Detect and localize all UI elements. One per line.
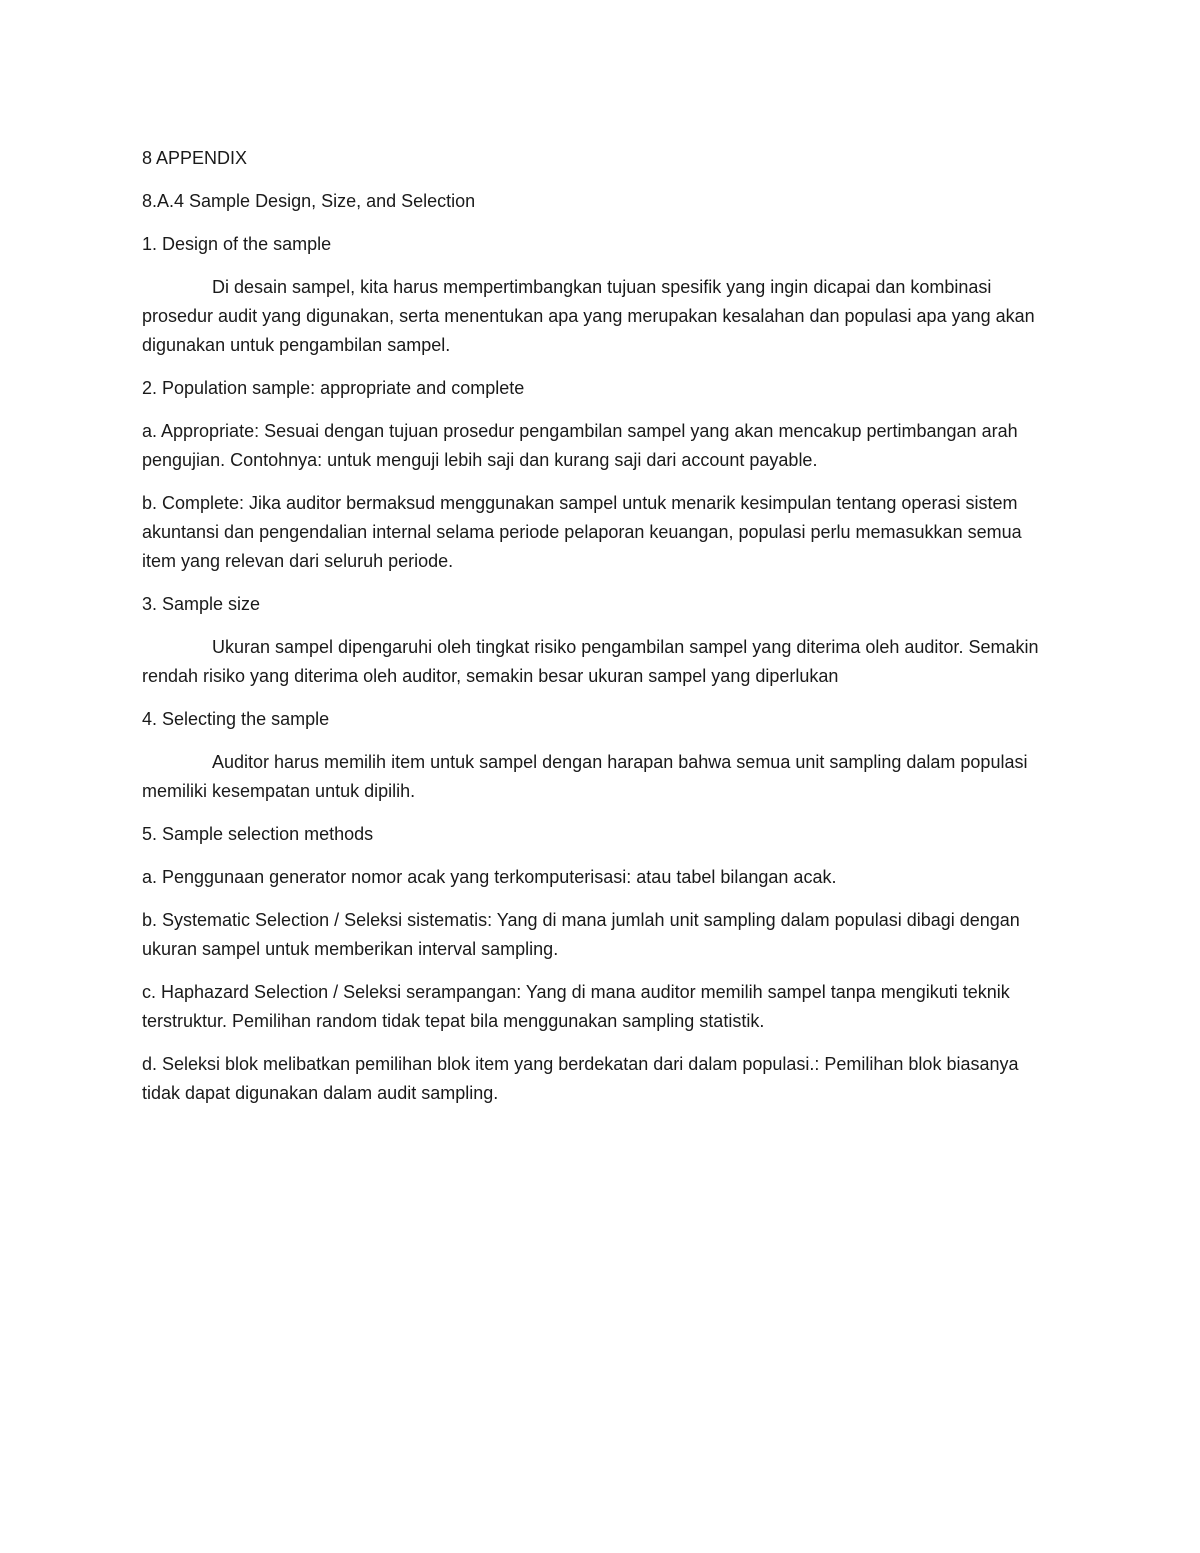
paragraph-method-c: c. Haphazard Selection / Seleksi serampangan: Yang di mana auditor memilih sampel tanpa mengikuti teknik terstruktur. Pemilihan random tidak tepat bila menggunakan sampling statistik. — [142, 982, 1010, 1031]
subheading-selecting: 4. Selecting the sample — [142, 709, 330, 729]
subheading-population: 2. Population sample: appropriate and complete — [142, 378, 525, 398]
paragraph-method-b: b. Systematic Selection / Seleksi sistematis: Yang di mana jumlah unit sampling dalam populasi dibagi dengan ukuran sampel untuk memberikan interval sampling. — [142, 910, 1020, 959]
appendix-heading: 8 APPENDIX — [142, 148, 248, 168]
paragraph-method-d: d. Seleksi blok melibatkan pemilihan blok item yang berdekatan dari dalam populasi.: Pemilihan blok biasanya tidak dapat digunakan dalam audit sampling. — [142, 1054, 1019, 1103]
paragraph-method-a: a. Penggunaan generator nomor acak yang terkomputerisasi: atau tabel bilangan acak. — [142, 867, 837, 887]
paragraph-selecting: Auditor harus memilih item untuk sampel dengan harapan bahwa semua unit sampling dalam populasi memiliki kesempatan untuk dipilih. — [142, 752, 1028, 801]
subheading-design: 1. Design of the sample — [142, 234, 332, 254]
subheading-sample-size: 3. Sample size — [142, 594, 261, 614]
paragraph-complete: b. Complete: Jika auditor bermaksud menggunakan sampel untuk menarik kesimpulan tentang operasi sistem akuntansi dan pengendalian internal selama periode pelaporan keuangan, populasi perlu memasukkan semua item yang relevan dari seluruh periode. — [142, 493, 1022, 571]
paragraph-sample-size: Ukuran sampel dipengaruhi oleh tingkat risiko pengambilan sampel yang diterima oleh auditor. Semakin rendah risiko yang diterima oleh auditor, semakin besar ukuran sampel yang diperlukan — [142, 637, 1039, 686]
subheading-selection-methods: 5. Sample selection methods — [142, 824, 374, 844]
section-heading: 8.A.4 Sample Design, Size, and Selection — [142, 191, 476, 211]
paragraph-appropriate: a. Appropriate: Sesuai dengan tujuan prosedur pengambilan sampel yang akan mencakup pertimbangan arah pengujian. Contohnya: untuk menguji lebih saji dan kurang saji dari account payable. — [142, 421, 1018, 470]
paragraph-design: Di desain sampel, kita harus mempertimbangkan tujuan spesifik yang ingin dicapai dan kombinasi prosedur audit yang digunakan, serta menentukan apa yang merupakan kesalahan dan populasi apa yang akan digunakan untuk pengambilan sampel. — [142, 277, 1035, 355]
